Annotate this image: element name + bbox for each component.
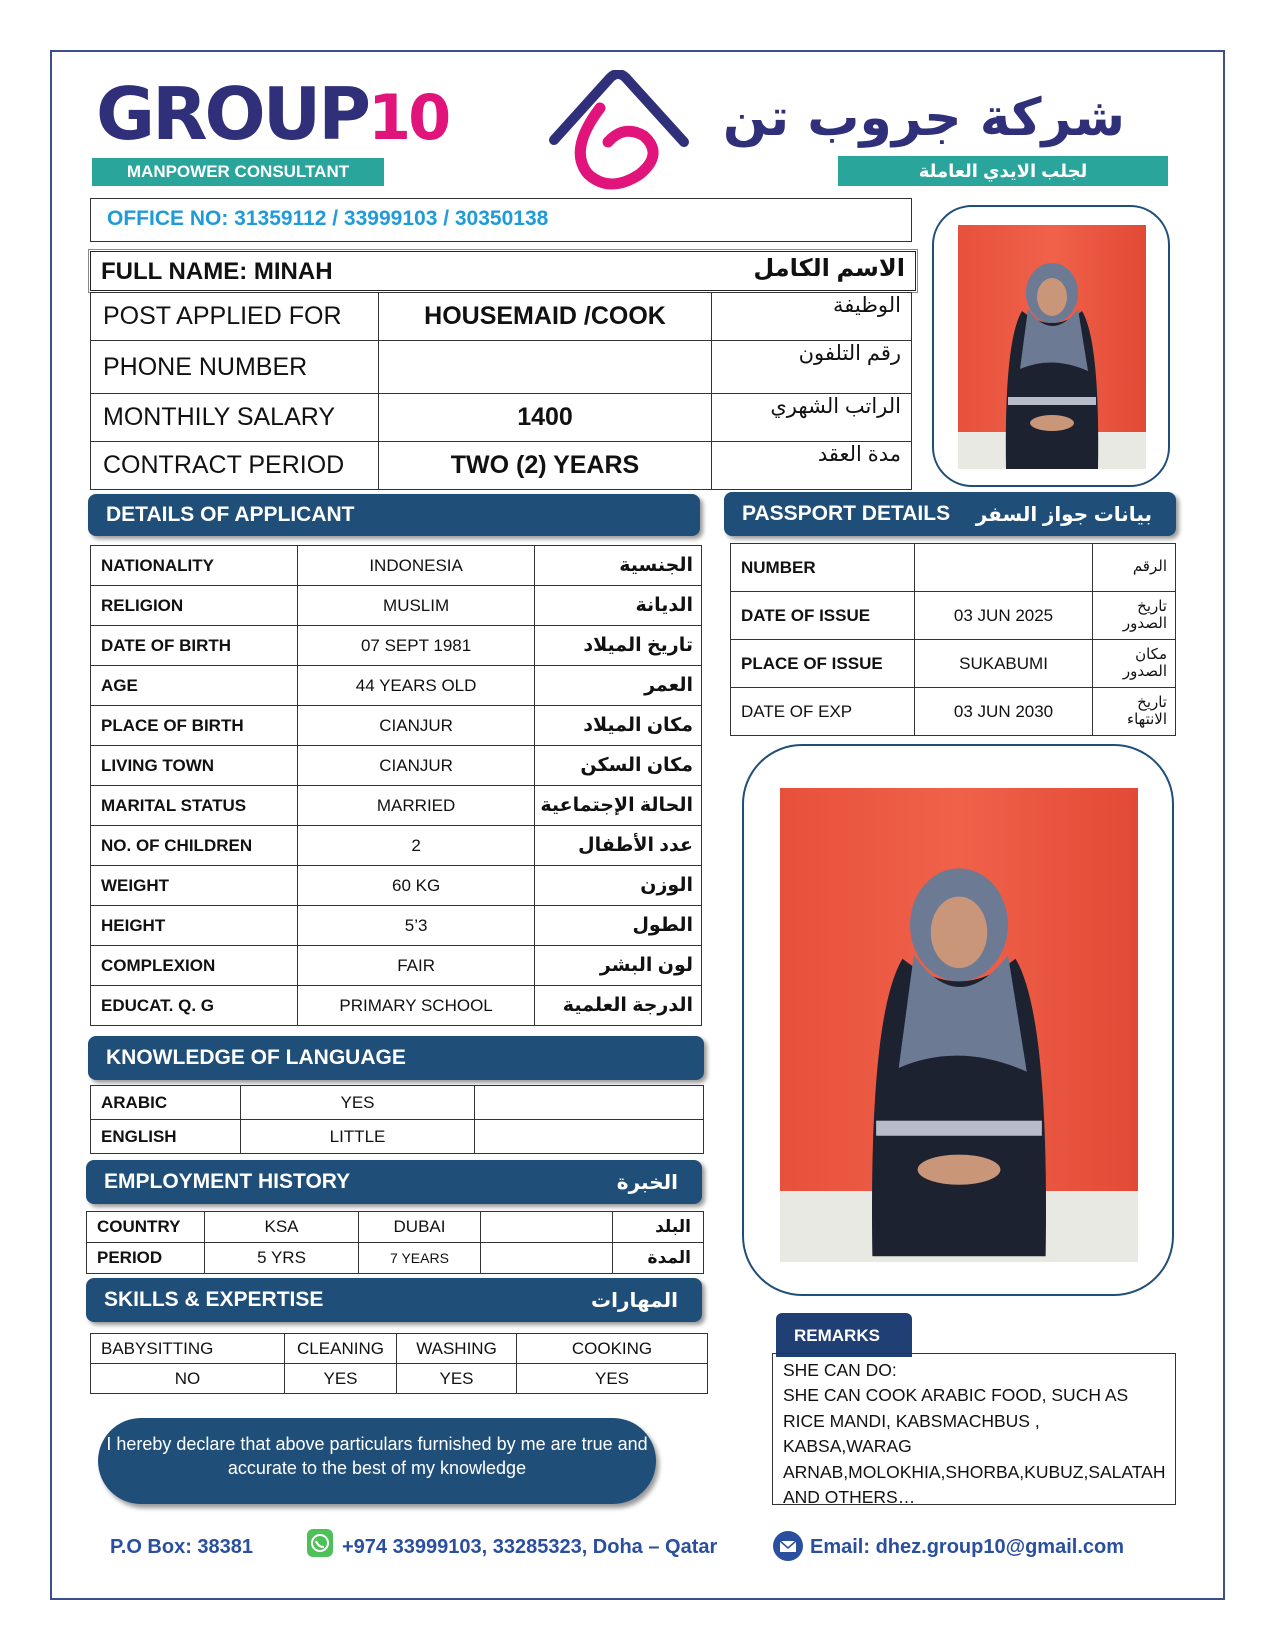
row-label-arabic: تاريخ الميلاد (535, 626, 702, 666)
skill-name: CLEANING (285, 1334, 397, 1364)
employment-table (86, 1211, 704, 1274)
row-label-arabic: الديانة (535, 586, 702, 626)
table-row (91, 986, 702, 1026)
table-row (91, 1120, 704, 1154)
row-value: 03 JUN 2025 (914, 592, 1093, 640)
row-value: INDONESIA (298, 546, 535, 586)
whatsapp-icon (306, 1528, 334, 1558)
applicant-photo-small (958, 225, 1146, 469)
table-row (91, 666, 702, 706)
table-row (87, 1212, 704, 1243)
row-value: 5’3 (298, 906, 535, 946)
country-1: KSA (205, 1212, 359, 1243)
language-level: YES (241, 1086, 475, 1120)
skills-section-header (86, 1278, 702, 1322)
row-value: 03 JUN 2030 (914, 688, 1093, 736)
remarks-box (772, 1353, 1176, 1505)
passport-details-table (730, 543, 1176, 736)
language-level: LITTLE (241, 1120, 475, 1154)
remarks-text: SHE CAN COOK ARABIC FOOD, SUCH AS RICE MANDI, KABSMACHBUS , KABSA,WARAG ARNAB,MOLOKHIA,SHORBA,KUBUZ,SALATAH AND OTHERS… (783, 1385, 1166, 1507)
row-value: FAIR (298, 946, 535, 986)
language-title: KNOWLEDGE OF LANGUAGE (106, 1046, 406, 1069)
row-value: 60 KG (298, 866, 535, 906)
row-value (379, 341, 712, 394)
table-row (91, 442, 912, 490)
company-logo: GROUP10 (96, 72, 449, 156)
company-name-arabic: شركة جروب تن (722, 88, 1125, 148)
row-value: HOUSEMAID /COOK (379, 293, 712, 341)
row-value: 44 YEARS OLD (298, 666, 535, 706)
employment-section-header (86, 1160, 702, 1204)
full-name-label-arabic: الاسم الكامل (753, 255, 905, 282)
row-label-arabic: مكان الصدور (1093, 640, 1176, 688)
row-label: PLACE OF ISSUE (731, 640, 915, 688)
company-subtitle-arabic: لجلب الايدي العاملة (838, 156, 1168, 186)
row-label: COMPLEXION (91, 946, 298, 986)
row-value: 07 SEPT 1981 (298, 626, 535, 666)
row-label: CONTRACT PERIOD (91, 442, 379, 490)
table-row (91, 1086, 704, 1120)
period-1: 5 YRS (205, 1243, 359, 1274)
row-label: AGE (91, 666, 298, 706)
skills-table (90, 1333, 708, 1394)
row-value: CIANJUR (298, 746, 535, 786)
row-label: DATE OF EXP (731, 688, 915, 736)
row-label-arabic: مدة العقد (712, 442, 912, 490)
skill-name: WASHING (397, 1334, 517, 1364)
photo-frame-small (932, 205, 1170, 487)
table-row (91, 394, 912, 442)
photo-frame-large (742, 744, 1174, 1296)
table-row (87, 1243, 704, 1274)
empty-cell (475, 1120, 704, 1154)
row-label-arabic: عدد الأطفال (535, 826, 702, 866)
footer-pobox: P.O Box: 38381 (110, 1536, 254, 1558)
row-label-arabic: تاريخ الصدور (1093, 592, 1176, 640)
row-label: LIVING TOWN (91, 746, 298, 786)
passport-title-arabic: بيانات جواز السفر (975, 503, 1152, 526)
row-label: PLACE OF BIRTH (91, 706, 298, 746)
skill-value: YES (397, 1364, 517, 1394)
row-value: MARRIED (298, 786, 535, 826)
table-row (731, 688, 1176, 736)
row-label-arabic: الطول (535, 906, 702, 946)
language-table (90, 1085, 704, 1154)
row-value: 1400 (379, 394, 712, 442)
row-label: MARITAL STATUS (91, 786, 298, 826)
language-name: ENGLISH (91, 1120, 241, 1154)
passport-section-header (724, 492, 1176, 536)
row-label: NATIONALITY (91, 546, 298, 586)
email-icon (772, 1530, 804, 1562)
row-label: POST APPLIED FOR (91, 293, 379, 341)
table-row (91, 341, 912, 394)
main-info-table (90, 292, 912, 490)
row-label: NO. OF CHILDREN (91, 826, 298, 866)
table-row (731, 640, 1176, 688)
skill-value: YES (285, 1364, 397, 1394)
logo-subtitle: MANPOWER CONSULTANT (92, 158, 384, 186)
row-label-arabic: الجنسية (535, 546, 702, 586)
row-label: DATE OF BIRTH (91, 626, 298, 666)
row-label: PHONE NUMBER (91, 341, 379, 394)
row-label-arabic: رقم التلفون (712, 341, 912, 394)
country-2: DUBAI (359, 1212, 481, 1243)
company-emblem-icon (548, 70, 690, 192)
row-label: PERIOD (87, 1243, 205, 1274)
table-row (91, 546, 702, 586)
table-row (731, 544, 1176, 592)
full-name-row (90, 251, 916, 291)
table-row (91, 746, 702, 786)
table-row (91, 706, 702, 746)
table-row (91, 866, 702, 906)
applicant-photo-large (780, 788, 1138, 1262)
empty-cell (481, 1212, 613, 1243)
row-label: EDUCAT. Q. G (91, 986, 298, 1026)
empty-cell (481, 1243, 613, 1274)
row-label: HEIGHT (91, 906, 298, 946)
table-row (91, 626, 702, 666)
footer-phones: +974 33999103, 33285323, Doha – Qatar (342, 1536, 718, 1558)
row-label: NUMBER (731, 544, 915, 592)
row-value: 2 (298, 826, 535, 866)
row-label-arabic: المدة (613, 1243, 704, 1274)
skill-value: NO (91, 1364, 285, 1394)
row-label-arabic: الرقم (1093, 544, 1176, 592)
language-section-header (88, 1036, 704, 1080)
row-label: WEIGHT (91, 866, 298, 906)
table-row (91, 906, 702, 946)
full-name-label: FULL NAME: MINAH (101, 258, 333, 285)
table-row (91, 946, 702, 986)
row-label-arabic: الوزن (535, 866, 702, 906)
row-label: DATE OF ISSUE (731, 592, 915, 640)
skills-title-arabic: المهارات (591, 1289, 678, 1312)
row-label-arabic: الحالة الإجتماعية (535, 786, 702, 826)
table-row (91, 1334, 708, 1364)
skill-value: YES (517, 1364, 708, 1394)
row-label-arabic: تاريخ الانتهاء (1093, 688, 1176, 736)
row-label: MONTHILY SALARY (91, 394, 379, 442)
table-row (91, 1364, 708, 1394)
footer-email: Email: dhez.group10@gmail.com (810, 1536, 1125, 1558)
details-section-header (88, 494, 700, 536)
row-value: TWO (2) YEARS (379, 442, 712, 490)
period-2: 7 YEARS (359, 1243, 481, 1274)
row-label-arabic: مكان السكن (535, 746, 702, 786)
row-label-arabic: لون البشر (535, 946, 702, 986)
row-value (914, 544, 1093, 592)
skill-name: COOKING (517, 1334, 708, 1364)
row-label-arabic: الوظيفة (712, 293, 912, 341)
declaration-banner: I hereby declare that above particulars furnished by me are true and accurate to the best of my knowledge (98, 1418, 656, 1504)
applicant-details-table (90, 545, 702, 1026)
row-label-arabic: الراتب الشهري (712, 394, 912, 442)
passport-title: PASSPORT DETAILS (742, 502, 951, 525)
row-value: MUSLIM (298, 586, 535, 626)
row-label: RELIGION (91, 586, 298, 626)
row-value: PRIMARY SCHOOL (298, 986, 535, 1026)
remarks-line: SHE CAN DO: (783, 1360, 897, 1380)
table-row (731, 592, 1176, 640)
language-name: ARABIC (91, 1086, 241, 1120)
skill-name: BABYSITTING (91, 1334, 285, 1364)
row-value: SUKABUMI (914, 640, 1093, 688)
table-row (91, 786, 702, 826)
employment-title: EMPLOYMENT HISTORY (104, 1170, 351, 1193)
office-numbers: OFFICE NO: 31359112 / 33999103 / 30350138 (90, 198, 912, 242)
table-row (91, 586, 702, 626)
table-row (91, 826, 702, 866)
row-value: CIANJUR (298, 706, 535, 746)
skills-title: SKILLS & EXPERTISE (104, 1288, 324, 1311)
employment-title-arabic: الخبرة (616, 1171, 678, 1194)
details-title: DETAILS OF APPLICANT (106, 503, 355, 526)
row-label-arabic: العمر (535, 666, 702, 706)
row-label-arabic: الدرجة العلمية (535, 986, 702, 1026)
row-label: COUNTRY (87, 1212, 205, 1243)
row-label-arabic: البلد (613, 1212, 704, 1243)
empty-cell (475, 1086, 704, 1120)
remarks-tab: REMARKS (776, 1313, 912, 1357)
table-row (91, 293, 912, 341)
row-label-arabic: مكان الميلاد (535, 706, 702, 746)
